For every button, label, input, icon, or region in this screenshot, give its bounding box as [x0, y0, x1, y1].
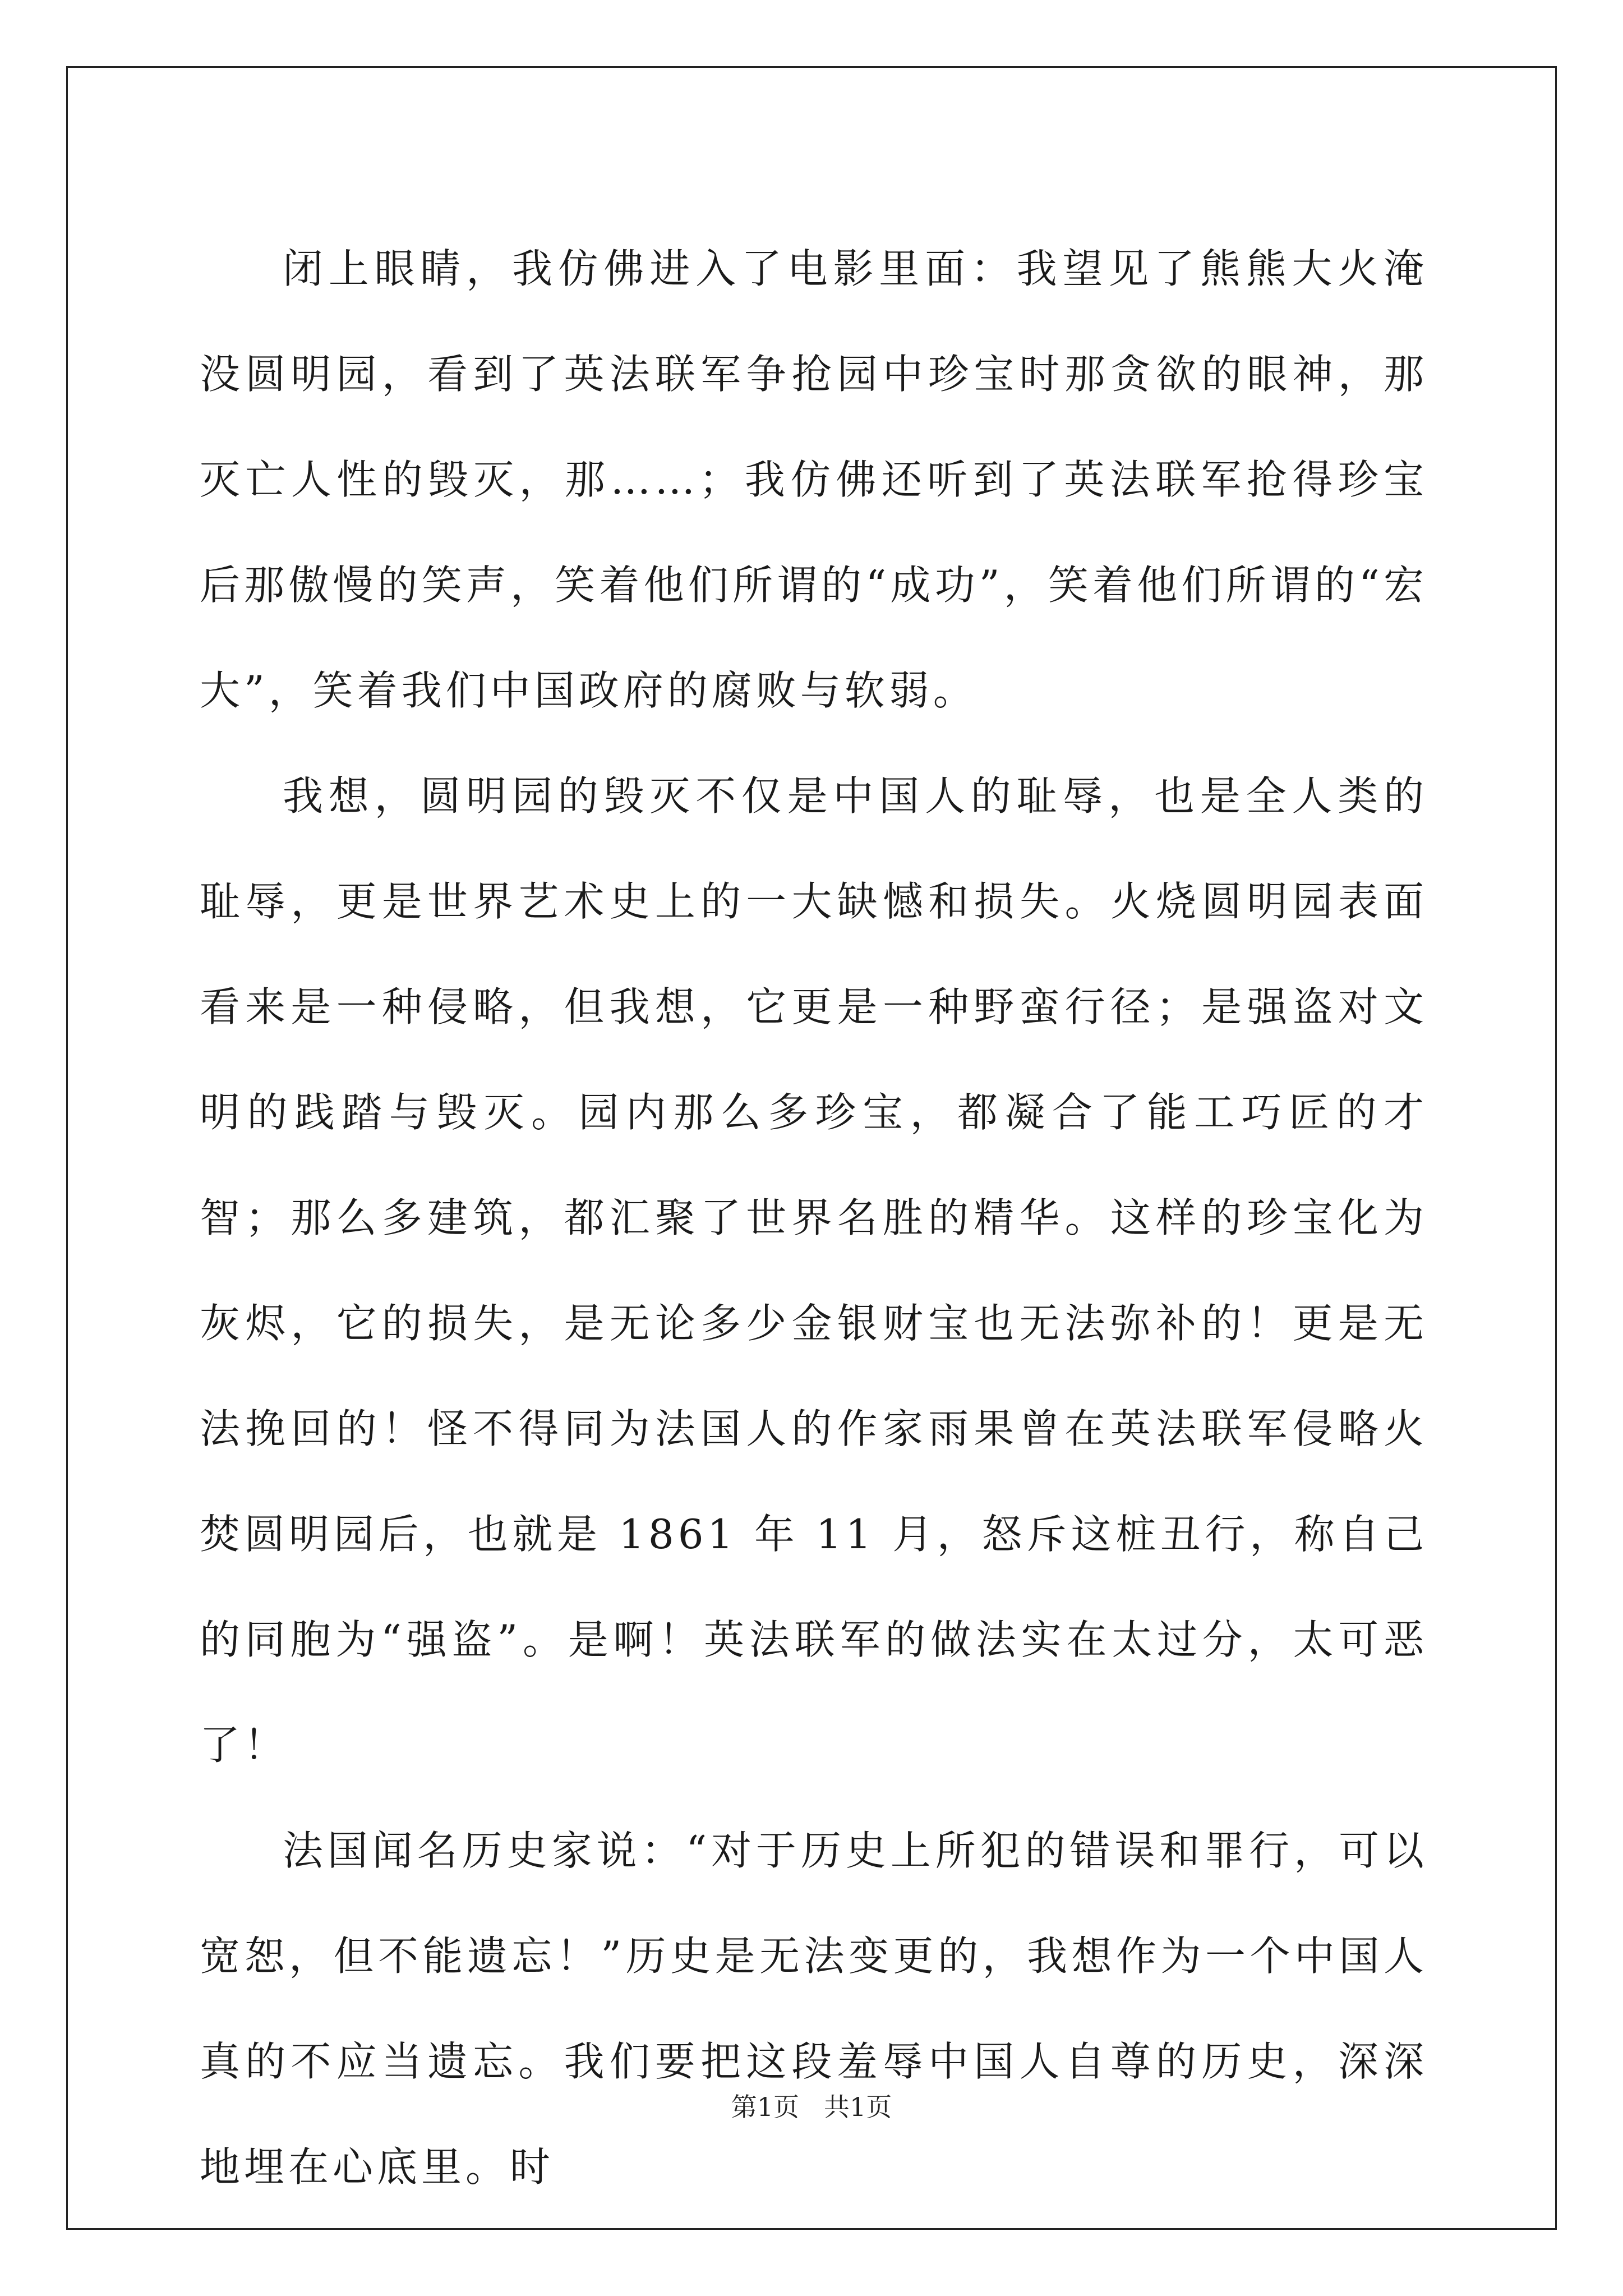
- page-footer: [0, 2090, 1623, 2124]
- paragraph-1: 闭上眼睛，我仿佛进入了电影里面：我望见了熊熊大火淹没圆明园，看到了英法联军争抢园中珍宝时那贪欲的眼神，那灭亡人性的毁灭，那……；我仿佛还听到了英法联军抢得珍宝后那傲慢的笑声，笑着他们所谓的“成功”，笑着他们所谓的“宏大”，笑着我们中国政府的腐败与软弱。: [200, 245, 1428, 714]
- page-number: 第1页: [731, 2092, 799, 2122]
- paragraph-2: 我想，圆明园的毁灭不仅是中国人的耻辱，也是全人类的耻辱，更是世界艺术史上的一大缺憾和损失。火烧圆明园表面看来是一种侵略，但我想，它更是一种野蛮行径；是强盗对文明的践踏与毁灭。园内那么多珍宝，都凝合了能工巧匠的才智；那么多建筑，都汇聚了世界名胜的精华。这样的珍宝化为灰烬，它的损失，是无论多少金银财宝也无法弥补的！更是无法挽回的！怪不得同为法国人的作家雨果曾在英法联军侵略火焚圆明园后，也就是 1861 年 11 月，怒斥这桩丑行，称自己的同胞为“强盗”。是啊！英法联军的做法实在太过分，太可恶了！: [200, 772, 1428, 1769]
- page-total: 共1页: [824, 2092, 892, 2122]
- document-body: [200, 216, 1428, 2220]
- paragraph-3: 法国闻名历史家说：“对于历史上所犯的错误和罪行，可以宽恕，但不能遗忘！”历史是无法变更的，我想作为一个中国人真的不应当遗忘。我们要把这段羞辱中国人自尊的历史，深深地埋在心底里。时: [200, 1827, 1428, 2191]
